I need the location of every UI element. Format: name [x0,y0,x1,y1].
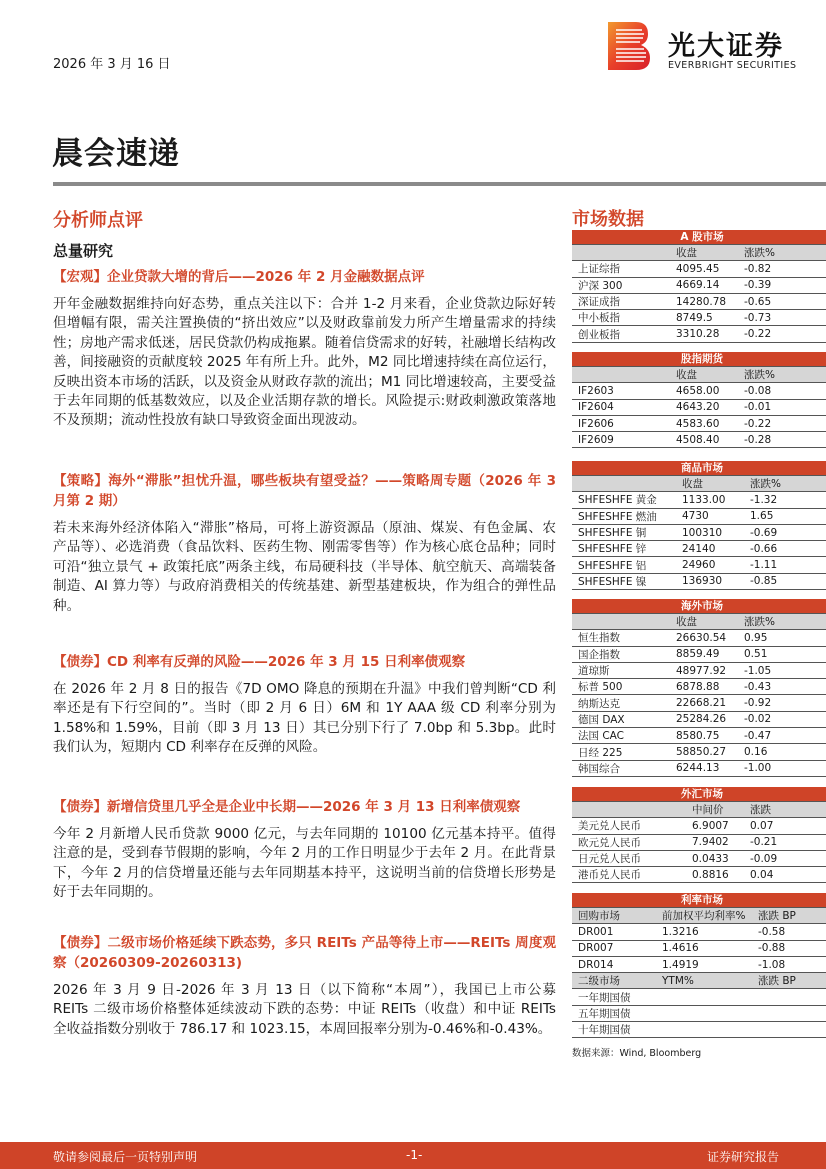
analyst-comments-title: 分析师点评 [53,210,143,231]
row-value: 4095.45 [670,261,738,277]
logo-english-name: EVERBRIGHT SECURITIES [668,60,797,71]
row-label: 欧元兑人民币 [572,834,686,850]
row-value: 6244.13 [670,760,738,776]
table-row [572,695,826,711]
row-label [572,367,670,383]
everbright-logo [608,20,818,70]
row-value: 14280.78 [670,293,738,309]
table-row [572,924,826,940]
title-divider [53,182,826,186]
row-label: SHFESHFE 镍 [572,573,676,589]
row-value: 收盘 [670,614,738,630]
row-value: 4508.40 [670,432,738,448]
commodity-table [572,461,826,590]
row-label: IF2604 [572,399,670,415]
table-row [572,524,826,540]
table-row [572,850,826,866]
row-change: -0.88 [752,940,826,956]
row-label: 五年期国债 [572,1005,656,1021]
row-change: 0.16 [738,744,826,760]
row-label: SHFESHFE 锌 [572,541,676,557]
row-value: 24140 [676,541,744,557]
row-value: 48977.92 [670,662,738,678]
article-heading: 【宏观】企业贷款大增的背后——2026 年 2 月金融数据点评 [53,269,425,285]
table-row [572,383,826,399]
row-change: -1.11 [744,557,826,573]
row-label: DR014 [572,956,656,972]
a-share-table [572,230,826,343]
row-label: SHFESHFE 黄金 [572,492,676,508]
table-row [572,956,826,972]
row-label: 法国 CAC [572,728,670,744]
data-source-note: 数据来源：Wind, Bloomberg [572,1048,702,1059]
row-change: 0.95 [738,630,826,646]
table-row [572,1022,826,1038]
row-label: IF2603 [572,383,670,399]
table-header-row [572,476,826,492]
market-data-title: 市场数据 [572,209,644,230]
row-value: 4669.14 [670,277,738,293]
row-value: 25284.26 [670,711,738,727]
row-label: 日元兑人民币 [572,850,686,866]
row-label: 创业板指 [572,326,670,342]
row-label [572,614,670,630]
table-row [572,293,826,309]
row-change: -0.01 [738,399,826,415]
row-change: 涨跌 [744,802,826,818]
row-value: 58850.27 [670,744,738,760]
row-label: 道琼斯 [572,662,670,678]
table-row [572,492,826,508]
row-value: 收盘 [670,367,738,383]
row-change: -1.32 [744,492,826,508]
article-body: 2026 年 3 月 9 日-2026 年 3 月 13 日（以下简称“本周”），我国已上市公募 REITs 二级市场价格整体延续波动下跌的态势：中证 REITs（收盘）和中证 REITs 全收益指数分别收于 786.17 和 1023.15，本周回报率分别为-0.46%和-0.43%。 [53,982,556,1037]
row-label: 恒生指数 [572,630,670,646]
row-label: 中小板指 [572,310,670,326]
row-change: 涨跌% [738,614,826,630]
row-value: 4583.60 [670,415,738,431]
table-row [572,711,826,727]
table-row [572,415,826,431]
row-value: 收盘 [676,476,744,492]
article-bond-credit [53,797,556,903]
row-change: -1.05 [738,662,826,678]
table-header-row [572,614,826,630]
article-strategy [53,471,556,616]
table-header-row [572,367,826,383]
row-change: 0.51 [738,646,826,662]
table-row [572,541,826,557]
article-bond-cd [53,652,556,758]
table-row [572,760,826,776]
table-row [572,989,826,1005]
table-row [572,310,826,326]
row-value: 136930 [676,573,744,589]
row-change: -0.02 [738,711,826,727]
row-value: 收盘 [670,245,738,261]
table-row [572,1005,826,1021]
table-row [572,679,826,695]
row-value: 100310 [676,524,744,540]
table-row [572,261,826,277]
row-change: -0.69 [744,524,826,540]
logo-chinese-name: 光大证券 [668,31,784,62]
overseas-table [572,599,826,777]
article-heading: 【债券】CD 利率有反弹的风险——2026 年 3 月 15 日利率债观察 [53,654,466,670]
row-change: -0.82 [738,261,826,277]
row-change: 涨跌% [744,476,826,492]
page-footer [0,1142,826,1169]
table-row [572,818,826,834]
row-label: DR007 [572,940,656,956]
table-row [572,940,826,956]
article-bond-reits [53,933,556,1039]
row-label: 德国 DAX [572,711,670,727]
row-change [752,989,826,1005]
row-value: 4658.00 [670,383,738,399]
table-caption: 股指期货 [572,352,826,367]
row-value [656,989,752,1005]
row-label: 二级市场 [572,973,656,989]
row-change: -0.85 [744,573,826,589]
row-value: 7.9402 [686,834,744,850]
table-caption: 商品市场 [572,461,826,476]
row-value: 6878.88 [670,679,738,695]
table-caption: 利率市场 [572,893,826,908]
row-value: 1.4616 [656,940,752,956]
table-row [572,834,826,850]
row-value: 4730 [676,508,744,524]
table-row [572,662,826,678]
row-change: -0.08 [738,383,826,399]
index-futures-table [572,352,826,448]
row-value: 前加权平均利率% [656,908,752,924]
article-body: 开年金融数据维持向好态势，重点关注以下：合并 1-2 月来看，企业贷款边际好转但增幅有限，需关注置换债的“挤出效应”以及财政靠前发力所产生增量需求的持续性；房地产需求低迷，居民贷款仍构成拖累。随着信贷需求的好转，社融增长结构改善，间接融资的贡献度较 2025 年有所上升。此外，M2 同比增速持续在高位运行，反映出资本市场的活跃，以及资金从财政存款的流出；M1 同比增速较高，主要受益于去年同期的低基数效应，以及企业活期存款的增长。风险提示:财政刺激政策落地不及预期；流动性投放有缺口导致资金面出现波动。 [53,296,556,429]
article-body: 若未来海外经济体陷入“滞胀”格局，可将上游资源品（原油、煤炭、有色金属、农产品等）、必选消费（食品饮料、医药生物、刚需零售等）作为核心底仓品种；同时可沿“独立景气 + 政策托底”两条主线，布局硬科技（半导体、航空航天、高端装备制造、AI 算力等）与政府消费相关的传统基建、新型基建板块，作为组合的弹性品种。 [53,520,556,614]
row-change: -0.92 [738,695,826,711]
article-heading: 【债券】新增信贷里几乎全是企业中长期——2026 年 3 月 13 日利率债观察 [53,799,521,815]
table-row [572,867,826,883]
row-label: 回购市场 [572,908,656,924]
row-label [572,802,686,818]
row-value: 8580.75 [670,728,738,744]
row-value: 中间价 [686,802,744,818]
row-value: 24960 [676,557,744,573]
row-label [572,476,676,492]
row-change [752,1005,826,1021]
row-label: IF2606 [572,415,670,431]
row-label: 国企指数 [572,646,670,662]
page-title: 晨会速递 [52,136,180,172]
row-value: 22668.21 [670,695,738,711]
everbright-logo-icon [608,22,650,70]
table-row [572,630,826,646]
row-label: 一年期国债 [572,989,656,1005]
table-row [572,399,826,415]
row-label: SHFESHFE 铜 [572,524,676,540]
row-change: -0.39 [738,277,826,293]
row-change: 涨跌% [738,367,826,383]
row-value [656,1005,752,1021]
footer-doc-type: 证券研究报告 [707,1150,780,1164]
row-change: -0.65 [738,293,826,309]
row-label: 沪深 300 [572,277,670,293]
row-value: 1.3216 [656,924,752,940]
row-change: 0.04 [744,867,826,883]
row-label: 纳斯达克 [572,695,670,711]
row-change: 涨跌 BP [752,973,826,989]
footer-disclaimer: 敬请参阅最后一页特别声明 [53,1150,198,1164]
row-value: 0.0433 [686,850,744,866]
row-change: -0.43 [738,679,826,695]
table-row [572,277,826,293]
macro-research-subtitle: 总量研究 [53,242,114,260]
article-macro [53,267,556,431]
article-body: 今年 2 月新增人民币贷款 9000 亿元，与去年同期的 10100 亿元基本持平。值得注意的是，受到春节假期的影响，今年 2 月的工作日明显少于去年 2 月。在此背景下，今年 2 月的信贷增量还能与去年同期基本持平，这说明当前的信贷增长形势是好于去年同期的。 [53,826,556,901]
fx-table [572,787,826,883]
row-change: 涨跌% [738,245,826,261]
table-subheader-row [572,973,826,989]
table-header-row [572,908,826,924]
table-caption: A 股市场 [572,230,826,245]
report-date: 2026 年 3 月 16 日 [53,57,171,72]
row-label: 上证综指 [572,261,670,277]
row-value: 4643.20 [670,399,738,415]
table-row [572,508,826,524]
row-change: 涨跌 BP [752,908,826,924]
row-label: IF2609 [572,432,670,448]
row-value: 0.8816 [686,867,744,883]
row-value: 3310.28 [670,326,738,342]
table-caption: 外汇市场 [572,787,826,802]
row-value: 1133.00 [676,492,744,508]
table-header-row [572,802,826,818]
row-label: SHFESHFE 铝 [572,557,676,573]
table-row [572,557,826,573]
row-change: -0.28 [738,432,826,448]
table-row [572,326,826,342]
row-label: 标普 500 [572,679,670,695]
row-change: -1.00 [738,760,826,776]
row-change: -1.08 [752,956,826,972]
row-change: -0.73 [738,310,826,326]
row-value: 26630.54 [670,630,738,646]
row-value: 8749.5 [670,310,738,326]
row-label [572,245,670,261]
row-label: 港币兑人民币 [572,867,686,883]
row-change: -0.47 [738,728,826,744]
row-value [656,1022,752,1038]
row-label: DR001 [572,924,656,940]
table-caption: 海外市场 [572,599,826,614]
row-change: -0.66 [744,541,826,557]
row-label: 深证成指 [572,293,670,309]
rates-table [572,893,826,1038]
row-change: -0.21 [744,834,826,850]
row-change: -0.09 [744,850,826,866]
table-row [572,573,826,589]
row-value: YTM% [656,973,752,989]
row-label: 美元兑人民币 [572,818,686,834]
row-change: 0.07 [744,818,826,834]
article-body: 在 2026 年 2 月 8 日的报告《7D OMO 降息的预期在升温》中我们曾判断“CD 利率还是有下行空间的”。当时（即 2 月 6 日）6M 和 1Y AAA 级 CD 利率分别为 1.58%和 1.59%，目前（即 3 月 13 日）其已分别下行了 7.0bp 和 5.3bp。此时我们认为，短期内 CD 利率存在反弹的风险。 [53,681,556,756]
row-label: 日经 225 [572,744,670,760]
row-label: 十年期国债 [572,1022,656,1038]
table-header-row [572,245,826,261]
row-change: -0.22 [738,326,826,342]
row-value: 6.9007 [686,818,744,834]
row-label: SHFESHFE 燃油 [572,508,676,524]
page-number: -1- [406,1148,423,1162]
row-change: -0.58 [752,924,826,940]
table-row [572,646,826,662]
row-change: -0.22 [738,415,826,431]
article-heading: 【债券】二级市场价格延续下跌态势，多只 REITs 产品等待上市——REITs 周度观察（20260309-20260313) [53,935,556,971]
table-row [572,728,826,744]
row-change: 1.65 [744,508,826,524]
row-value: 1.4919 [656,956,752,972]
row-change [752,1022,826,1038]
article-heading: 【策略】海外“滞胀”担忧升温，哪些板块有望受益？——策略周专题（2026 年 3 月第 2 期） [53,473,556,509]
row-label: 韩国综合 [572,760,670,776]
table-row [572,432,826,448]
row-value: 8859.49 [670,646,738,662]
table-row [572,744,826,760]
